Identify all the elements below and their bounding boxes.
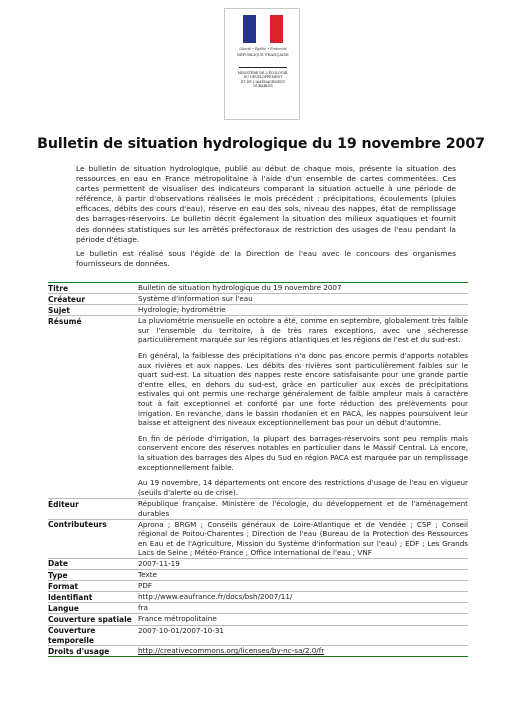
meta-value: fra <box>138 603 148 613</box>
logo-ministry <box>229 71 297 89</box>
meta-value: Bulletin de situation hydrologique du 19 novembre 2007 <box>138 283 342 292</box>
meta-label: Type <box>48 570 68 580</box>
page-title: Bulletin de situation hydrologique du 19 novembre 2007 <box>37 136 485 152</box>
license-link[interactable]: http://creativecommons.org/licenses/by-nc-sa/2.0/fr <box>138 646 325 656</box>
meta-value: Hydrologie; hydrométrie <box>138 305 226 315</box>
meta-label: Droits d'usage <box>48 646 110 656</box>
meta-value-resume <box>138 316 468 498</box>
meta-row-editeur <box>48 499 468 519</box>
metadata-table <box>48 282 468 657</box>
meta-label: Sujet <box>48 305 70 315</box>
meta-value: Système d'information sur l'eau <box>138 294 253 304</box>
meta-row-sujet <box>48 305 468 316</box>
meta-label: Date <box>48 559 68 569</box>
meta-label: Éditeur <box>48 499 79 509</box>
logo-republic: RÉPUBLIQUE FRANÇAISE <box>237 53 289 57</box>
meta-label: Contributeurs <box>48 520 107 530</box>
meta-value: France métropolitaine <box>138 614 217 624</box>
intro-paragraph-2: Le bulletin est réalisé sous l'égide de la Direction de l'eau avec le concours des organismes fournisseurs de données. <box>76 248 456 268</box>
meta-value: 2007-10-01/2007-10-31 <box>138 625 224 635</box>
meta-row-couverture-temporelle <box>48 626 468 647</box>
meta-row-date <box>48 559 468 570</box>
resume-paragraph-3: En fin de période d'irrigation, la plupart des barrages-réservoirs sont peu remplis mais conservent encore des réserves notables en particulier dans le Massif Central. Là encore, la situation des barrages des Alpes du Sud en région PACA est marquée par un remplissage exceptionnellement faible. <box>138 433 468 472</box>
logo-motto: Liberté • Égalité • Fraternité <box>239 47 287 51</box>
ministry-line-1: MINISTÈRE DE L'ÉCOLOGIE, <box>237 71 289 75</box>
meta-label: Couverture temporelle <box>48 626 96 645</box>
meta-value: Aprona ; BRGM ; Conseils généraux de Loire-Atlantique et de Vendée ; CSP ; Conseil régional de Poitou-Charentes ; Direction de l'eau (Bureau de la Protection des Ressources en Eau et de l'Agriculture, Mission du Système d'information sur l'eau) ; EDF ; Les Grands Lacs de Seine ; Météo-France ; Office international de l'eau ; VNF <box>138 519 468 558</box>
meta-label: Couverture spatiale <box>48 614 132 624</box>
ministry-logo <box>224 8 300 120</box>
ministry-line-2: DU DÉVELOPPEMENT <box>243 75 283 80</box>
meta-row-identifiant <box>48 592 468 603</box>
meta-row-langue <box>48 603 468 614</box>
meta-row-resume <box>48 316 468 499</box>
meta-value: PDF <box>138 581 153 591</box>
french-flag-icon <box>243 15 283 43</box>
meta-row-couverture-spatiale <box>48 614 468 625</box>
meta-value: Texte <box>138 570 157 580</box>
meta-row-createur <box>48 294 468 305</box>
meta-label: Résumé <box>48 316 82 326</box>
resume-paragraph-2: En général, la faiblesse des précipitations n'a donc pas encore permis d'apports notables aux rivières et aux nappes. Les débits des rivières sont particulièrement faibles sur le quart sud-est. La situation des nappes reste encore satisfaisante pour une grande partie d'entre elles, en dehors du sud-est, grâce en particulier aux excès de précipitations estivales qui ont permis une recharge généralement de faible ampleur mais à caractère tout à fait exceptionnel et conforté par une forte réduction des prélèvements pour irrigation. En revanche, dans le bassin rhodanien et en PACA, les nappes poursuivent leur baisse et atteignent des niveaux exceptionnellement bas pour un début d'automne. <box>138 351 468 428</box>
intro-paragraph-1: Le bulletin de situation hydrologique, publié au début de chaque mois, présente la situation des ressources en eau en France métropolitaine à l'aide d'un ensemble de cartes commentées. Ces cartes permettent de visualiser des indicateurs comparant la situation actuelle à une période de référence, à partir d'observations réalisées le mois précédent : précipitations, écoulements (pluies efficaces, débits des cours d'eau), réserve en eau des sols, niveau des nappes, état de remplissage des barrages-réservoirs. Le bulletin décrit également la situation des milieux aquatiques et fournit des données statistiques sur les arrêtés préfectoraux de restriction des usages de l'eau pendant la période d'étiage. <box>76 164 456 244</box>
meta-row-format <box>48 581 468 592</box>
intro-text <box>76 164 456 273</box>
resume-paragraph-4: Au 19 novembre, 14 départements ont encore des restrictions d'usage de l'eau en vigueur (seuils d'alerte ou de crise). <box>138 478 468 497</box>
meta-value: République française. Ministère de l'écologie, du développement et de l'aménagement durables <box>138 499 468 518</box>
marianne-profile-icon <box>253 21 273 43</box>
meta-label: Format <box>48 581 79 591</box>
logo-divider <box>239 67 287 68</box>
meta-row-contributeurs <box>48 520 468 559</box>
meta-value: 2007-11-19 <box>138 558 180 568</box>
meta-label: Langue <box>48 603 79 613</box>
ministry-line-3: ET DE L'AMÉNAGEMENT <box>240 79 286 84</box>
meta-row-titre <box>48 283 468 294</box>
meta-label: Créateur <box>48 294 86 304</box>
meta-row-droits <box>48 646 468 657</box>
meta-row-type <box>48 570 468 581</box>
meta-label: Titre <box>48 283 69 293</box>
identifier-link[interactable]: http://www.eaufrance.fr/docs/bsh/2007/11/ <box>138 592 293 602</box>
meta-label: Identifiant <box>48 592 93 602</box>
resume-paragraph-1: La pluviométrie mensuelle en octobre a été, comme en septembre, globalement très faible sur l'ensemble du territoire, à de très rares exceptions, avec une sécheresse particulièrement marquée sur les régions atlantiques et les régions de l'est et du sud-est. <box>138 316 468 345</box>
ministry-line-4: DURABLES <box>253 84 273 89</box>
